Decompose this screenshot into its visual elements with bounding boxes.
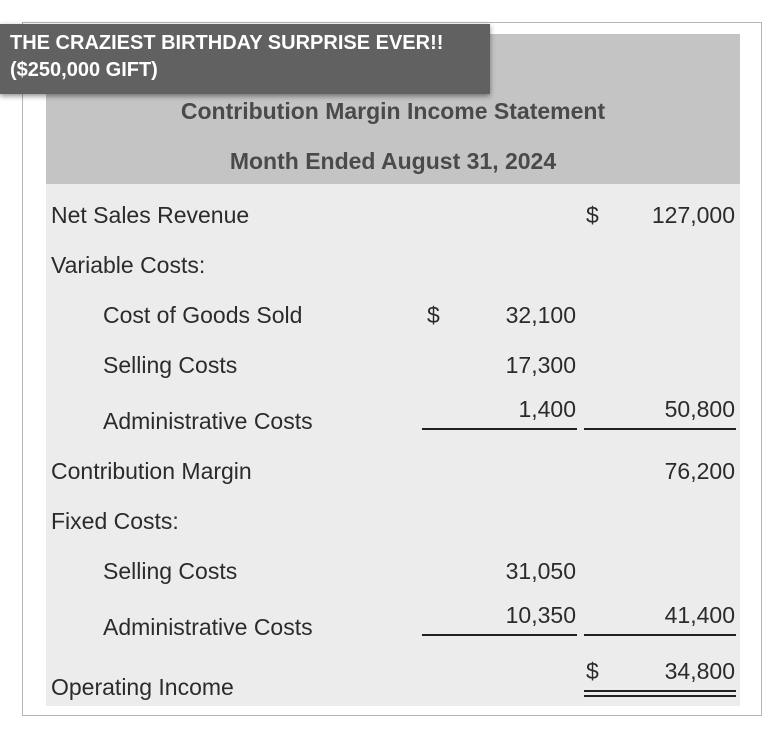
net-sales-total: 127,000 [651,202,735,228]
statement-period: Month Ended August 31, 2024 [229,148,557,174]
fixed-admin-amount: 10,350 [505,602,576,628]
contribution-margin-label: Contribution Margin [51,458,252,484]
statement-title: Contribution Margin Income Statement [180,98,606,124]
variable-admin-amount: 1,400 [518,396,576,422]
fixed-costs-total: 41,400 [664,602,735,628]
fixed-costs-label: Fixed Costs: [51,508,179,534]
banner-line-2: ($250,000 GIFT) [10,59,158,81]
fixed-selling-label: Selling Costs [103,558,238,584]
variable-costs-label: Variable Costs: [51,252,206,278]
banner-line-1: THE CRAZIEST BIRTHDAY SURPRISE EVER!! [10,32,444,54]
currency-symbol: $ [586,658,599,684]
variable-admin-label: Administrative Costs [103,408,313,434]
contribution-margin-total: 76,200 [664,458,735,484]
variable-selling-amount: 17,300 [505,352,576,378]
fixed-selling-amount: 31,050 [505,558,576,584]
currency-symbol: $ [427,302,440,328]
underline [584,428,736,430]
double-underline [584,690,736,697]
variable-costs-total: 50,800 [664,396,735,422]
promo-banner[interactable] [0,24,490,94]
operating-income-label: Operating Income [51,674,234,700]
fixed-admin-label: Administrative Costs [103,614,313,640]
income-statement [46,34,740,706]
underline [584,634,736,636]
currency-symbol: $ [586,202,599,228]
underline [422,634,577,636]
operating-income-total: 34,800 [664,658,735,684]
net-sales-label: Net Sales Revenue [51,202,250,228]
cogs-label: Cost of Goods Sold [103,302,303,328]
underline [422,428,577,430]
variable-selling-label: Selling Costs [103,352,238,378]
cogs-amount: 32,100 [505,302,576,328]
